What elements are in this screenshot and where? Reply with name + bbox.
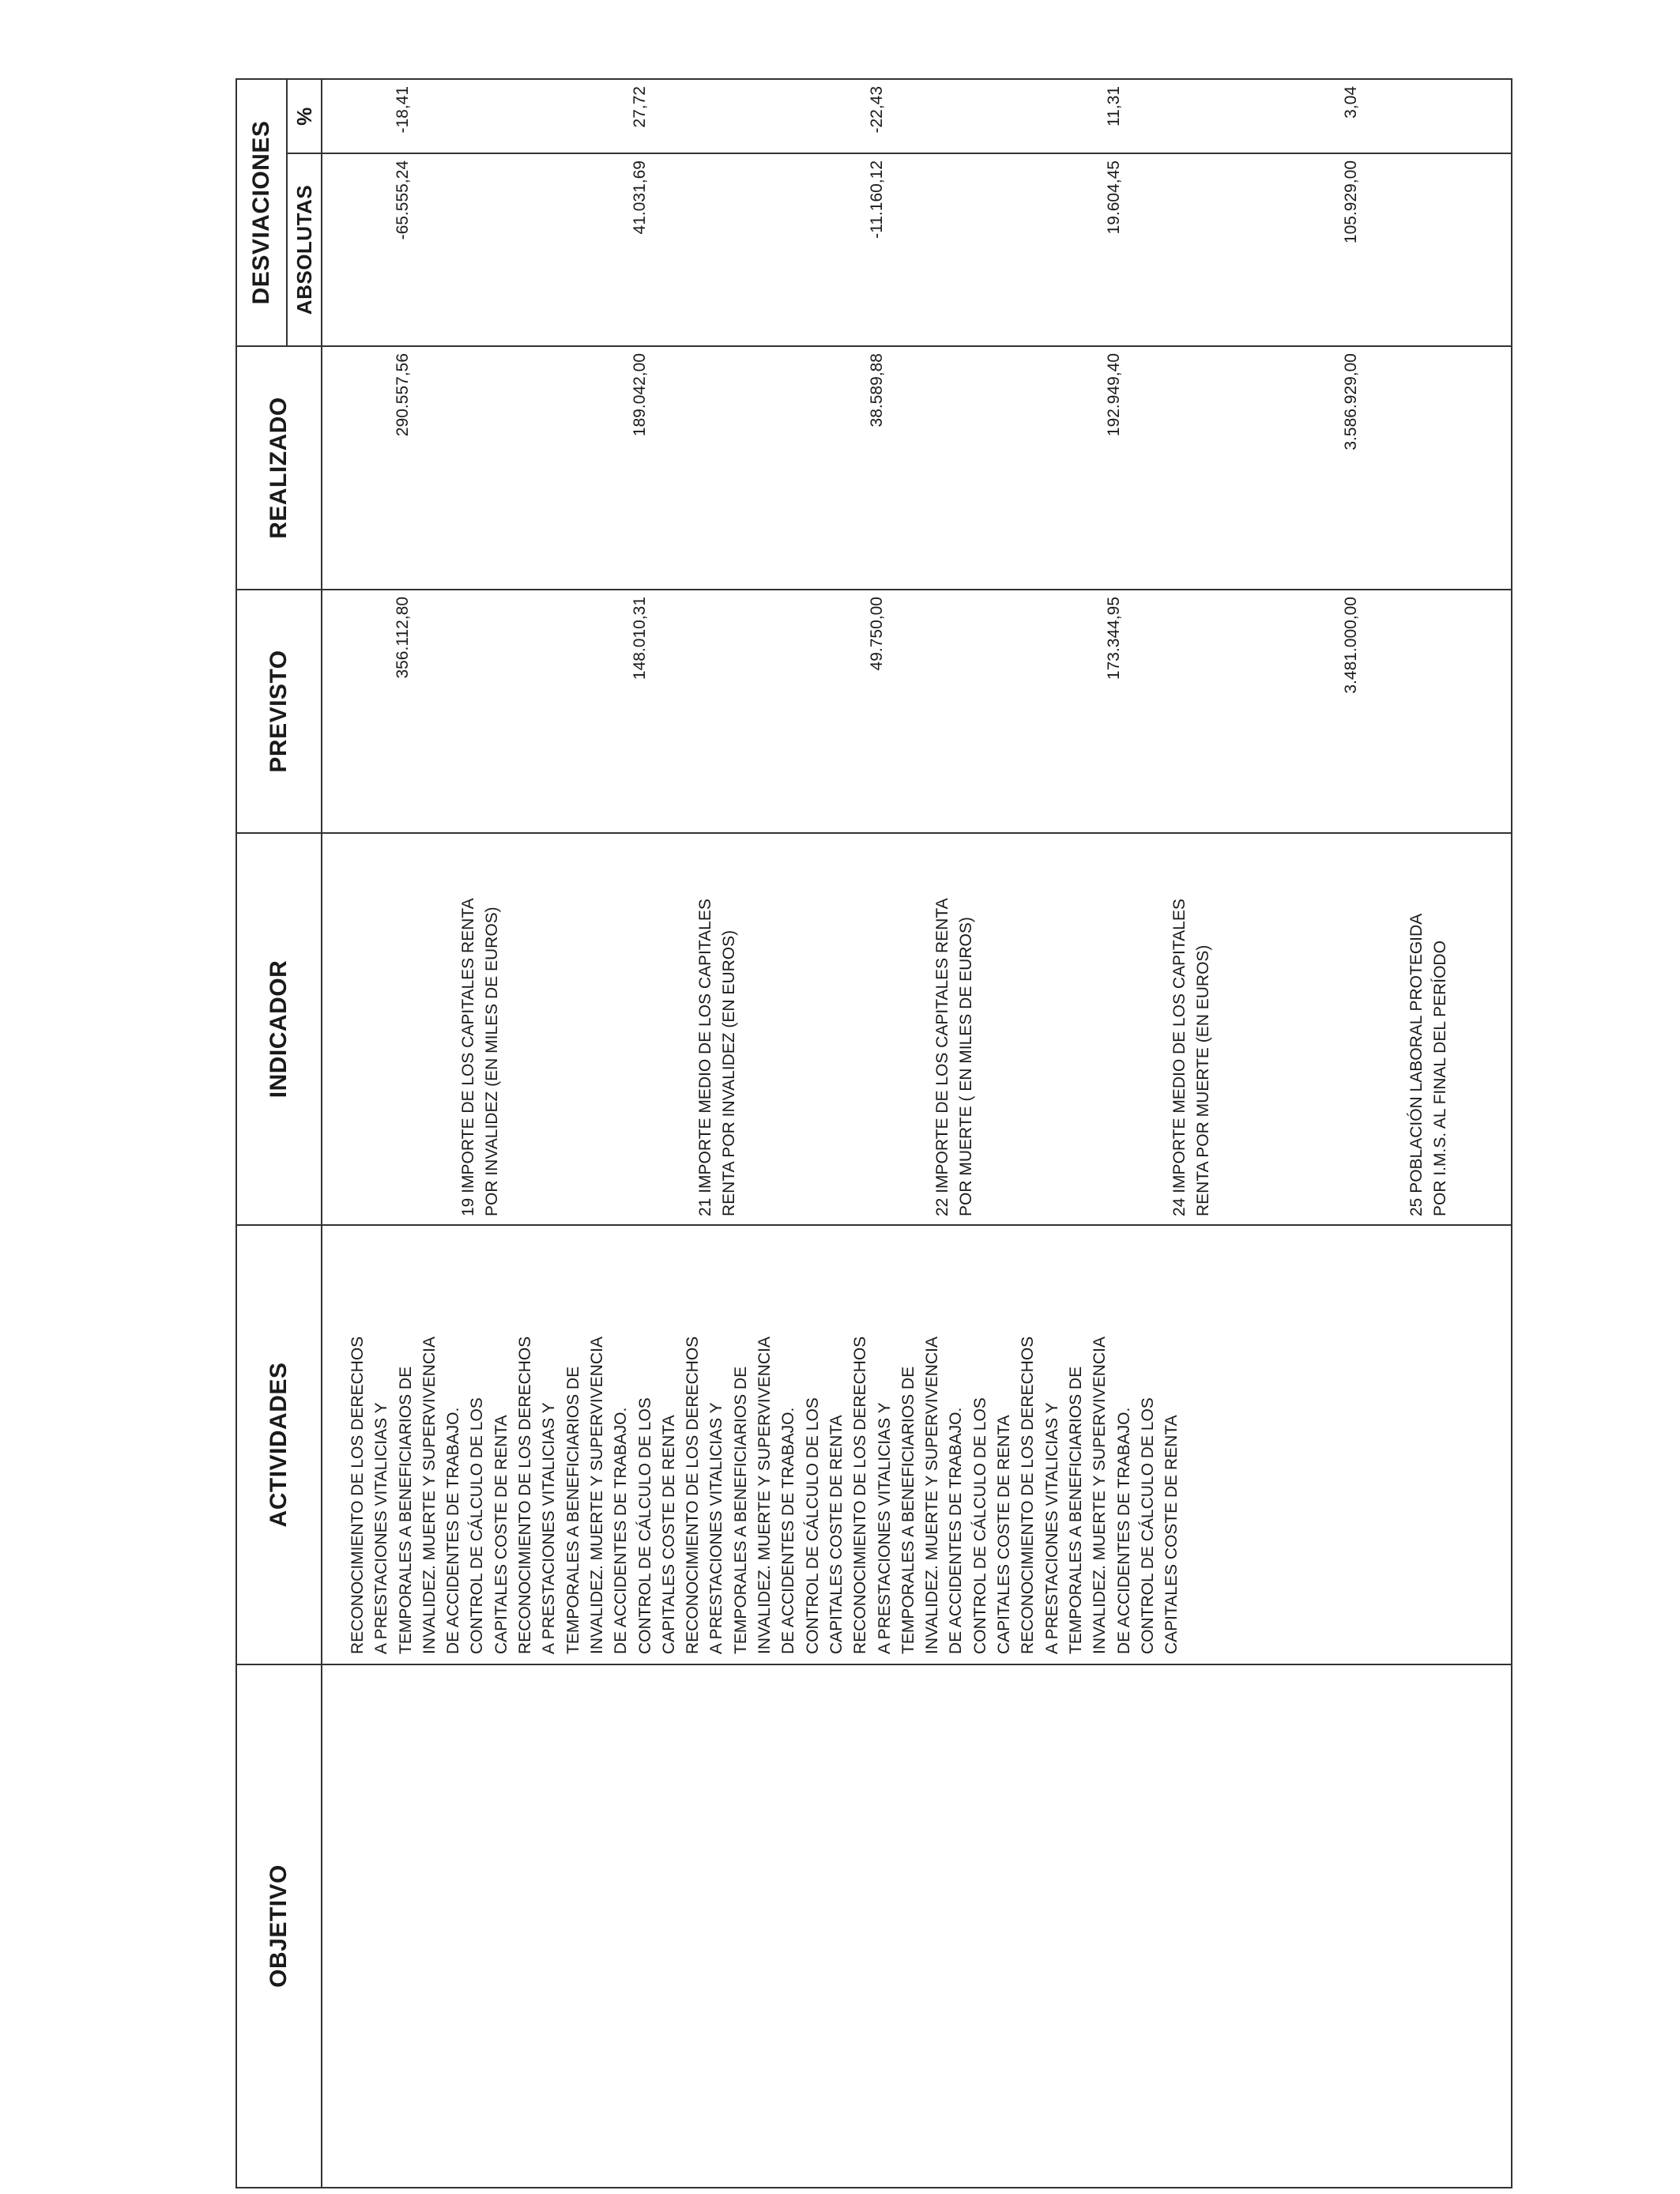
actividad-line: A PRESTACIONES VITALICIAS Y [707,1402,726,1654]
actividad-line: TEMPORALES A BENEFICIARIOS DE [898,1366,917,1654]
indicador-text [1405,853,1452,1216]
header-desviaciones: DESVIACIONES [236,79,287,346]
realizado-value: 290.557,56 [394,353,412,437]
realizado-value: 189.042,00 [631,353,649,437]
header-objetivo: OBJETIVO [236,1664,322,2188]
actividad-line: A PRESTACIONES VITALICIAS Y [875,1402,894,1654]
indicador-text [457,853,504,1216]
absolutas-value: -11.160,12 [868,160,886,239]
actividad-line: DE ACCIDENTES DE TRABAJO. [444,1407,463,1654]
actividad-line: CONTROL DE CÁLCULO DE LOS [468,1397,487,1654]
indicador-line: 25 POBLACIÓN LABORAL PROTEGIDA [1407,913,1426,1216]
realizado-cell [322,346,1512,590]
absolutas-value: 19.604,45 [1105,160,1123,235]
actividad-line: CAPITALES COSTE DE RENTA [659,1415,678,1654]
actividad-line: DE ACCIDENTES DE TRABAJO. [612,1407,631,1654]
actividad-line: TEMPORALES A BENEFICIARIOS DE [731,1366,750,1654]
indicador-text [931,853,978,1216]
previsto-value: 148.010,31 [631,597,649,680]
previsto-value: 49.750,00 [868,597,886,671]
actividad-line: TEMPORALES A BENEFICIARIOS DE [396,1366,415,1654]
actividad-line: RECONOCIMIENTO DE LOS DERECHOS [348,1336,367,1654]
porcentaje-cell [322,79,1512,153]
actividad-line: CONTROL DE CÁLCULO DE LOS [1138,1397,1157,1654]
previsto-value: 173.344,95 [1105,597,1123,680]
actividad-line: A PRESTACIONES VITALICIAS Y [1042,1402,1061,1654]
realizado-value: 192.949,40 [1105,353,1123,437]
indicador-cell [322,833,1512,1225]
objetivo-cell [322,1664,1512,2188]
absolutas-cell [322,153,1512,346]
indicators-table [235,78,1512,2188]
actividad-line: INVALIDEZ. MUERTE Y SUPERVIVENCIA [1090,1336,1109,1654]
header-indicador: INDICADOR [236,833,322,1225]
actividad-line: A PRESTACIONES VITALICIAS Y [540,1402,559,1654]
absolutas-value: -65.555,24 [394,160,412,240]
actividad-line: CAPITALES COSTE DE RENTA [995,1415,1014,1654]
porcentaje-value: -22,43 [868,86,886,134]
actividad-line: RECONOCIMIENTO DE LOS DERECHOS [1019,1336,1038,1654]
porcentaje-value: -18,41 [394,86,412,134]
indicador-line: 22 IMPORTE DE LOS CAPITALES RENTA [933,898,951,1216]
indicador-line: RENTA POR MUERTE (EN EUROS) [1194,944,1212,1216]
header-absolutas: ABSOLUTAS [287,153,322,346]
actividad-line: CONTROL DE CÁLCULO DE LOS [803,1397,822,1654]
indicador-line: POR I.M.S. AL FINAL DEL PERÍODO [1431,941,1449,1216]
actividad-line: CONTROL DE CÁLCULO DE LOS [970,1397,989,1654]
actividad-line: CAPITALES COSTE DE RENTA [492,1415,510,1654]
indicador-line: RENTA POR INVALIDEZ (EN EUROS) [720,929,738,1216]
actividad-line: INVALIDEZ. MUERTE Y SUPERVIVENCIA [755,1336,774,1654]
actividad-line: INVALIDEZ. MUERTE Y SUPERVIVENCIA [923,1336,942,1654]
actividad-line: INVALIDEZ. MUERTE Y SUPERVIVENCIA [420,1336,439,1654]
indicador-line: POR MUERTE ( EN MILES DE EUROS) [957,917,975,1216]
realizado-value: 38.589,88 [868,353,886,428]
actividad-line: CONTROL DE CÁLCULO DE LOS [635,1397,654,1654]
indicador-line: POR INVALIDEZ (EN MILES DE EUROS) [483,907,501,1216]
actividad-line: DE ACCIDENTES DE TRABAJO. [947,1407,966,1654]
actividad-line: A PRESTACIONES VITALICIAS Y [372,1402,391,1654]
header-realizado: REALIZADO [236,346,322,590]
actividad-line: CAPITALES COSTE DE RENTA [827,1415,846,1654]
actividad-line: RECONOCIMIENTO DE LOS DERECHOS [851,1336,870,1654]
indicador-text [694,853,741,1216]
actividad-line: TEMPORALES A BENEFICIARIOS DE [1066,1366,1085,1654]
indicador-line: 24 IMPORTE MEDIO DE LOS CAPITALES [1170,899,1188,1216]
rotated-table-container [235,80,1512,2188]
indicador-text [1168,853,1215,1216]
actividades-cell [322,1225,1512,1664]
actividad-line: RECONOCIMIENTO DE LOS DERECHOS [684,1336,703,1654]
indicador-line: 19 IMPORTE DE LOS CAPITALES RENTA [459,898,477,1216]
porcentaje-value: 27,72 [631,86,649,128]
actividad-line: DE ACCIDENTES DE TRABAJO. [779,1407,798,1654]
header-actividades: ACTIVIDADES [236,1225,322,1664]
porcentaje-value: 11,31 [1105,86,1123,126]
previsto-value: 356.112,80 [394,597,412,679]
header-porcentaje: % [287,79,322,153]
actividad-line: RECONOCIMIENTO DE LOS DERECHOS [516,1336,535,1654]
indicador-line: 21 IMPORTE MEDIO DE LOS CAPITALES [696,899,714,1216]
absolutas-value: 105.929,00 [1342,160,1360,244]
porcentaje-value: 3,04 [1342,86,1360,119]
previsto-value: 3.481.000,00 [1342,597,1360,694]
absolutas-value: 41.031,69 [631,160,649,235]
actividad-line: CAPITALES COSTE DE RENTA [1162,1415,1181,1654]
previsto-cell [322,590,1512,833]
actividad-line: TEMPORALES A BENEFICIARIOS DE [563,1366,582,1654]
header-previsto: PREVISTO [236,590,322,833]
actividad-line: INVALIDEZ. MUERTE Y SUPERVIVENCIA [587,1336,606,1654]
actividades-list [346,1226,1184,1654]
actividad-line: DE ACCIDENTES DE TRABAJO. [1114,1407,1133,1654]
realizado-value: 3.586.929,00 [1342,353,1360,450]
